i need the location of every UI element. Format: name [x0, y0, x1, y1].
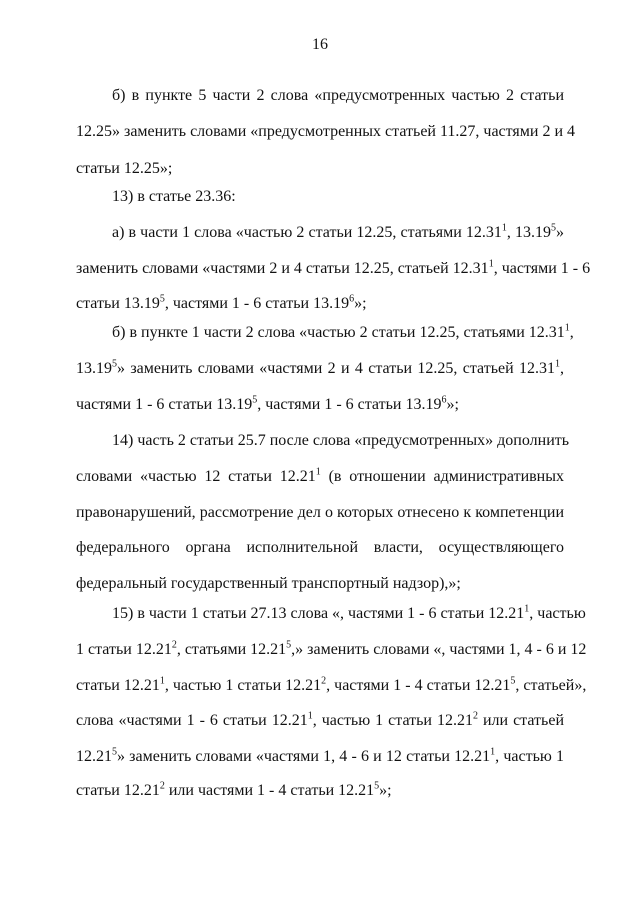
text-line	[76, 467, 564, 487]
superscript: 5	[286, 639, 292, 651]
text-run: статьи 12.25»;	[76, 160, 173, 177]
text-line	[112, 223, 564, 243]
text-line	[76, 122, 576, 142]
superscript: 2	[472, 710, 478, 722]
text-run: ,	[560, 360, 564, 377]
superscript: 1	[564, 322, 570, 334]
text-line	[76, 359, 564, 379]
text-run: »;	[379, 782, 392, 799]
text-run: » заменить словами «частями 1, 4 - 6 и 12 статьи 12.21	[117, 748, 491, 765]
text-run: , частями 1 - 6 статьи 13.19	[257, 396, 442, 413]
text-line	[76, 747, 564, 767]
text-run: словами «частью 12 статьи 12.21	[76, 468, 316, 485]
text-run: , частью 1 статьи 12.21	[312, 712, 473, 729]
superscript: 5	[159, 293, 165, 305]
page-number: 16	[312, 36, 328, 53]
superscript: 5	[551, 222, 557, 234]
superscript: 1	[488, 258, 494, 270]
text-run: статьи 13.19	[76, 295, 160, 312]
text-run: 1 статьи 12.21	[76, 641, 172, 658]
text-run: статьи 12.21	[76, 782, 160, 799]
text-run: ,	[569, 324, 574, 341]
text-run: статьи 12.21	[76, 677, 160, 694]
text-line	[76, 675, 587, 696]
text-run: федерального органа исполнительной власти, осуществляющего	[76, 539, 564, 556]
text-run: 13.19	[76, 360, 112, 377]
text-line	[112, 603, 586, 624]
superscript: 1	[490, 746, 496, 758]
text-run: а) в части 1 слова «частью 2 статьи 12.25, статьями 12.31	[112, 224, 502, 241]
text-run: 13) в статье 23.36:	[112, 188, 236, 205]
text-run: (в отношении административных	[320, 468, 564, 485]
superscript: 6	[349, 293, 355, 305]
superscript: 5	[252, 394, 258, 406]
text-line	[112, 431, 570, 451]
superscript: 1	[524, 603, 530, 615]
text-line	[112, 86, 564, 106]
text-run: , статьей»,	[515, 677, 587, 694]
superscript: 1	[159, 675, 165, 687]
text-run: 14) часть 2 статьи 25.7 после слова «предусмотренных» дополнить	[112, 432, 570, 449]
text-run: федеральный государственный транспортный надзор),»;	[76, 575, 461, 592]
superscript: 5	[112, 358, 117, 370]
superscript: 2	[321, 675, 327, 687]
superscript: 1	[315, 466, 321, 478]
superscript: 2	[171, 639, 177, 651]
text-run: , статьями 12.21	[176, 641, 287, 658]
text-line	[76, 294, 367, 314]
text-line	[76, 711, 564, 731]
text-line	[76, 639, 587, 660]
text-run: »;	[354, 295, 367, 312]
text-line	[76, 574, 461, 594]
text-run: , частью 1	[495, 748, 565, 765]
text-run: 12.25» заменить словами «предусмотренных статьей 11.27, частями 2 и 4	[76, 123, 576, 140]
text-run: , частью 1 статьи 12.21	[164, 677, 322, 694]
text-line	[76, 503, 564, 523]
text-line	[76, 395, 459, 415]
text-run: , частью	[529, 605, 586, 622]
text-run: » заменить словами «частями 2 и 4 статьи 12.25, статьей 12.31	[117, 360, 555, 377]
text-run: заменить словами «частями 2 и 4 статьи 12.25, статьей 12.31	[76, 260, 489, 277]
text-run: , частями 1 - 6 статьи 13.19	[164, 295, 350, 312]
superscript: 1	[501, 222, 507, 234]
text-line	[112, 322, 574, 343]
superscript: 5	[112, 746, 117, 758]
text-run: частями 1 - 6 статьи 13.19	[76, 396, 253, 413]
text-line	[76, 781, 392, 801]
text-run: ,» заменить словами «, частями 1, 4 - 6 и 12	[291, 641, 587, 658]
superscript: 2	[159, 780, 165, 792]
superscript: 1	[555, 358, 560, 370]
text-line	[76, 538, 564, 558]
text-run: слова «частями 1 - 6 статьи 12.21	[76, 712, 308, 729]
text-run: правонарушений, рассмотрение дел о которых отнесено к компетенции	[76, 504, 564, 521]
text-line	[76, 258, 591, 279]
superscript: 1	[307, 710, 313, 722]
text-line	[112, 187, 236, 207]
text-run: или частями 1 - 4 статьи 12.21	[164, 782, 375, 799]
text-run: , частями 1 - 4 статьи 12.21	[326, 677, 511, 694]
text-run: 12.21	[76, 748, 112, 765]
text-run: »	[556, 224, 565, 241]
text-run: , 13.19	[506, 224, 552, 241]
text-run: б) в пункте 1 части 2 слова «частью 2 статьи 12.25, статьями 12.31	[112, 324, 565, 341]
text-run: , частями 1 - 6	[493, 260, 591, 277]
text-run: »;	[446, 396, 459, 413]
text-run: или статьей	[477, 712, 564, 729]
text-line	[76, 159, 172, 179]
superscript: 6	[441, 394, 447, 406]
text-run: б) в пункте 5 части 2 слова «предусмотренных частью 2 статьи	[112, 87, 564, 104]
text-run: 15) в части 1 статьи 27.13 слова «, частями 1 - 6 статьи 12.21	[112, 605, 525, 622]
superscript: 5	[510, 675, 516, 687]
superscript: 5	[374, 780, 380, 792]
